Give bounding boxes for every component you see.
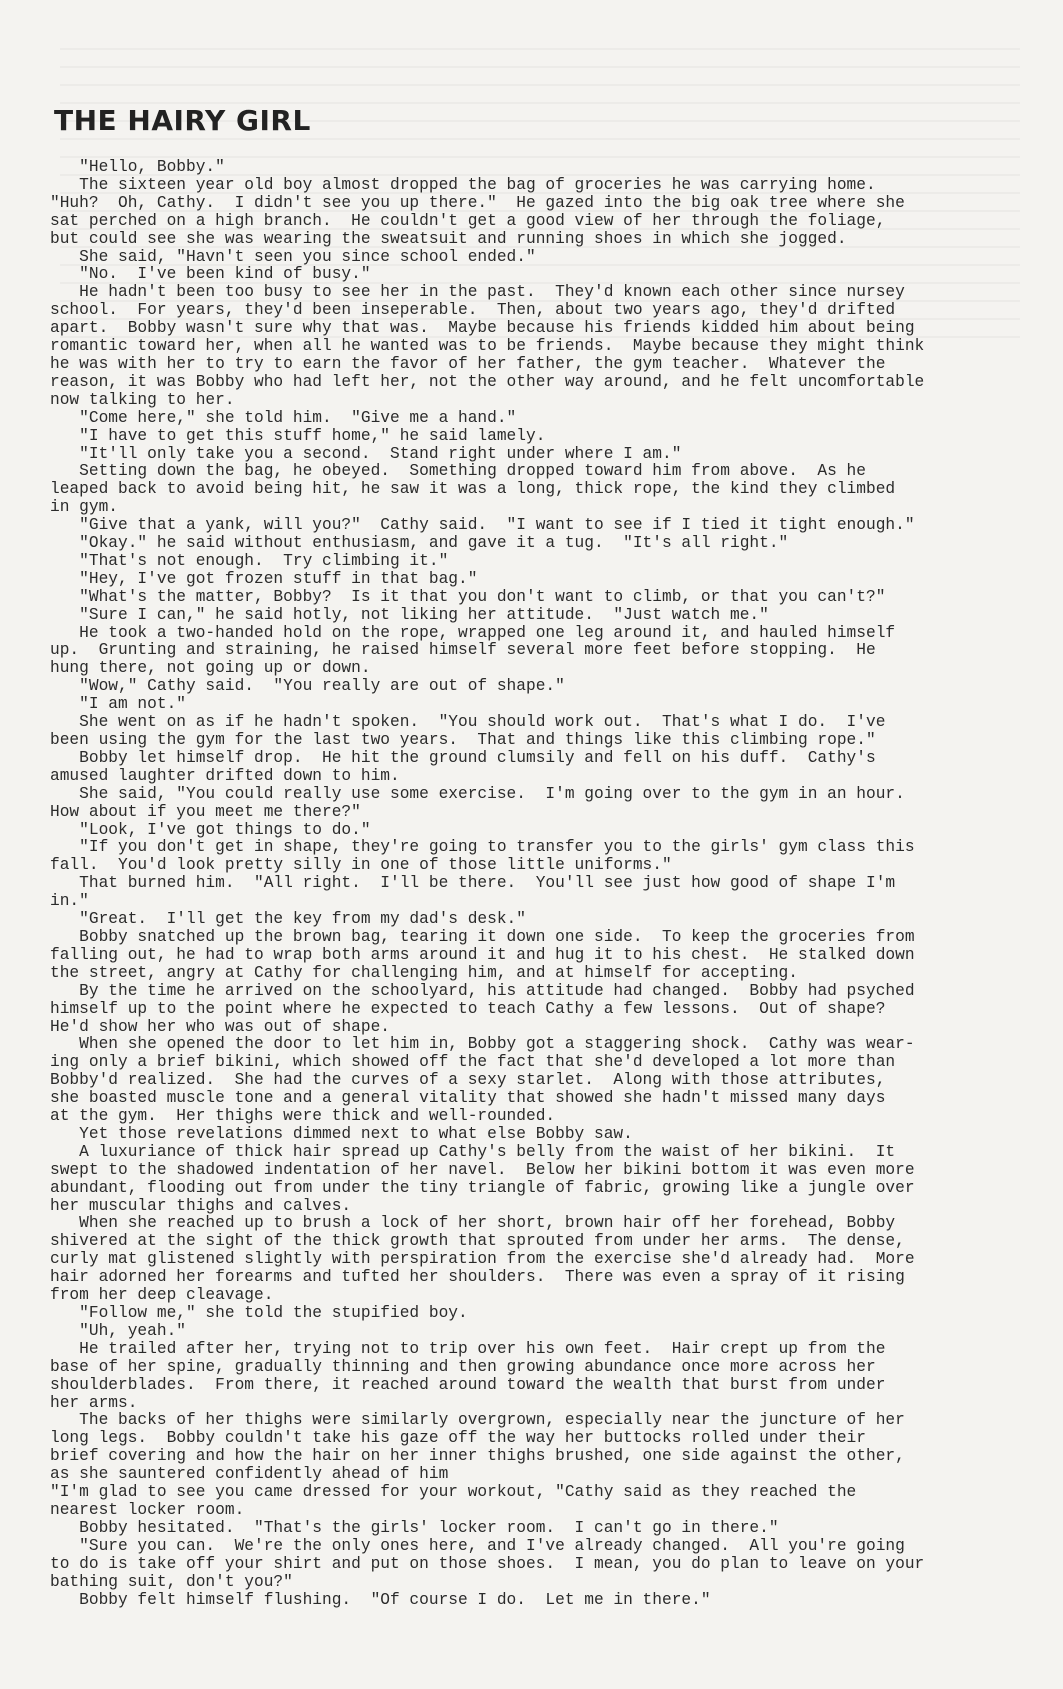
- story-title: THE HAIRY GIRL: [54, 104, 311, 137]
- story-body: "Hello, Bobby." The sixteen year old boy almost dropped the bag of groceries he was carrying home. "Huh? Oh, Cathy. I didn't see you up there." He gazed into the big oak tree where she sat perched on a high branch. He couldn't get a good view of her through the foliage, but could see she was wearing the sweatsuit and running shoes in which she jogged. She said, "Havn't seen you since school ended." "No. I've been kind of busy." He hadn't been too busy to see her in the past. They'd known each other since nursey school. For years, they'd been inseperable. Then, about two years ago, they'd drifted apart. Bobby wasn't sure why that was. Maybe because his friends kidded him about being romantic toward her, when all he wanted was to be friends. Maybe because they might think he was with her to try to earn the favor of her father, the gym teacher. Whatever the reason, it was Bobby who had left her, not the other way around, and he felt uncomfortable now talking to her. "Come here," she told him. "Give me a hand." "I have to get this stuff home," he said lamely. "It'll only take you a second. Stand right under where I am." Setting down the bag, he obeyed. Something dropped toward him from above. As he leaped back to avoid being hit, he saw it was a long, thick rope, the kind they climbed in gym. "Give that a yank, will you?" Cathy said. "I want to see if I tied it tight enough." "Okay." he said without enthusiasm, and gave it a tug. "It's all right." "That's not enough. Try climbing it." "Hey, I've got frozen stuff in that bag." "What's the matter, Bobby? Is it that you don't want to climb, or that you can't?" "Sure I can," he said hotly, not liking her attitude. "Just watch me." He took a two-handed hold on the rope, wrapped one leg around it, and hauled himself up. Grunting and straining, he raised himself several more feet before stopping. He hung there, not going up or down. "Wow," Cathy said. "You really are out of shape." "I am not." She went on as if he hadn't spoken. "You should work out. That's what I do. I've been using the gym for the last two years. That and things like this climbing rope." Bobby let himself drop. He hit the ground clumsily and fell on his duff. Cathy's amused laughter drifted down to him. She said, "You could really use some exercise. I'm going over to the gym in an hour. How about if you meet me there?" "Look, I've got things to do." "If you don't get in shape, they're going to transfer you to the girls' gym class this fall. You'd look pretty silly in one of those little uniforms." That burned him. "All right. I'll be there. You'll see just how good of shape I'm in." "Great. I'll get the key from my dad's desk." Bobby snatched up the brown bag, tearing it down one side. To keep the groceries from falling out, he had to wrap both arms around it and hug it to his chest. He stalked down the street, angry at Cathy for challenging him, and at himself for accepting. By the time he arrived on the schoolyard, his attitude had changed. Bobby had psyched himself up to the point where he expected to teach Cathy a few lessons. Out of shape? He'd show her who was out of shape. When she opened the door to let him in, Bobby got a staggering shock. Cathy was wear- ing only a brief bikini, which showed off the fact that she'd developed a lot more than Bobby'd realized. She had the curves of a sexy starlet. Along with those attributes, she boasted muscle tone and a general vitality that showed she hadn't missed many days at the gym. Her thighs were thick and well-rounded. Yet those revelations dimmed next to what else Bobby saw. A luxuriance of thick hair spread up Cathy's belly from the waist of her bikini. It swept to the shadowed indentation of her navel. Below her bikini bottom it was even more abundant, flooding out from under the tiny triangle of fabric, growing like a jungle over her muscular thighs and calves. When she reached up to brush a lock of her short, brown hair off her forehead, Bobby shivered at the sight of the thick growth that sprouted from under her arms. The dense, curly mat glistened slightly with perspiration from the exercise she'd already had. More hair adorned her forearms and tufted her shoulders. There was even a spray of it rising from her deep cleavage. "Follow me," she told the stupified boy. "Uh, yeah." He trailed after her, trying not to trip over his own feet. Hair crept up from the base of her spine, gradually thinning and then growing abundance once more across her shoulderblades. From there, it reached around toward the wealth that burst from under her arms. The backs of her thighs were similarly overgrown, especially near the juncture of her long legs. Bobby couldn't take his gaze off the way her buttocks rolled under their brief covering and how the hair on her inner thighs brushed, one side against the other, as she sauntered confidently ahead of him "I'm glad to see you came dressed for your workout, "Cathy said as they reached the nearest locker room. Bobby hesitated. "That's the girls' locker room. I can't go in there." "Sure you can. We're the only ones here, and I've already changed. All you're going to do is take off your shirt and put on those shoes. I mean, you do plan to leave on your bathing suit, don't you?" Bobby felt himself flushing. "Of course I do. Let me in there.": [50, 158, 925, 1609]
